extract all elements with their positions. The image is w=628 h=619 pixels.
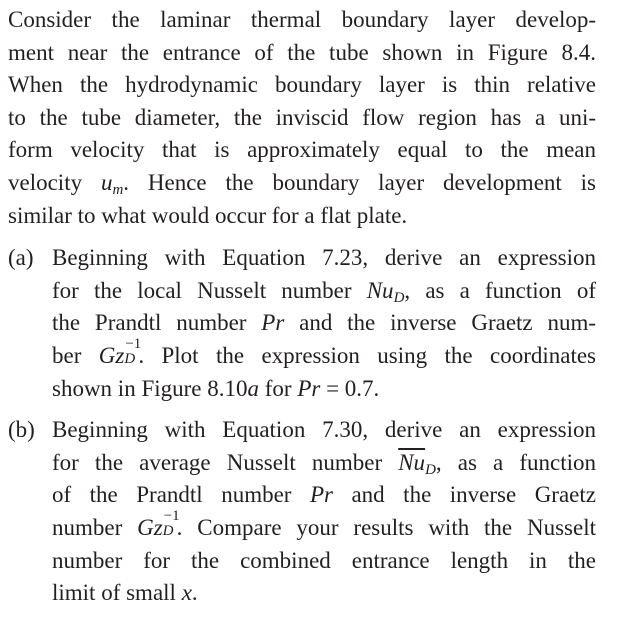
part-b-line-6-post: . bbox=[191, 580, 198, 606]
intro-line-7: similar to what would occur for a flat plate. bbox=[8, 202, 408, 228]
intro-line-5: form velocity that is approximately equal to the mean bbox=[8, 137, 596, 163]
part-b-line-2 bbox=[52, 447, 596, 480]
part-a-line-4-post: . Plot the expression using the coordinates bbox=[138, 342, 596, 368]
graetz-subscript: D bbox=[124, 350, 136, 367]
part-b-line-3 bbox=[52, 479, 596, 512]
part-a-line-2-post: , as a function of bbox=[404, 277, 596, 303]
part-b-line-5: number for the combined entrance length in the bbox=[52, 547, 596, 573]
part-b-line-2-post: , as a function bbox=[435, 449, 596, 475]
part-a-line-2-pre: for the local Nusselt number bbox=[52, 277, 367, 303]
part-a bbox=[8, 242, 596, 405]
intro-line-1: Consider the laminar thermal boundary layer develop- bbox=[8, 7, 596, 32]
part-b-line-6 bbox=[52, 577, 596, 610]
local-nusselt-symbol: Nu bbox=[366, 277, 394, 303]
intro-line-3: When the hydrodynamic boundary layer is thin relative bbox=[8, 72, 596, 98]
part-a-line-4 bbox=[52, 335, 596, 373]
graetz-subscript-2: D bbox=[162, 522, 174, 539]
graetz-subsup bbox=[124, 335, 142, 367]
part-a-line-5 bbox=[52, 373, 596, 406]
intro-line-6-post: . Hence the boundary layer development is bbox=[123, 169, 596, 195]
average-nusselt-overline bbox=[398, 450, 425, 475]
problem-intro bbox=[8, 4, 596, 232]
average-nusselt-subscript: D bbox=[425, 461, 436, 478]
part-b-line-4-pre: number bbox=[52, 514, 138, 540]
x-symbol: x bbox=[181, 580, 192, 606]
graetz-symbol-2: Gz bbox=[137, 514, 163, 540]
part-b-line-3-post: and the inverse Graetz bbox=[332, 482, 596, 508]
mean-velocity-subscript: m bbox=[112, 181, 124, 198]
part-a-marker: (a) bbox=[8, 245, 34, 271]
figure-panel-letter: a bbox=[247, 375, 259, 401]
part-a-line-2 bbox=[52, 275, 596, 308]
part-a-line-5-post: = 0.7. bbox=[320, 375, 380, 401]
graetz-symbol: Gz bbox=[98, 342, 125, 368]
prandtl-symbol-2: Pr bbox=[297, 375, 321, 401]
intro-line-4: to the tube diameter, the inviscid flow region has a uni- bbox=[8, 104, 596, 130]
part-a-line-3-pre: the Prandtl number bbox=[52, 310, 262, 336]
graetz-superscript-2: −1 bbox=[163, 507, 180, 524]
intro-line-2: ment near the entrance of the tube shown in Figure 8.4. bbox=[8, 39, 596, 65]
part-b-line-4 bbox=[52, 507, 596, 545]
mean-velocity-symbol: u bbox=[100, 169, 113, 195]
part-b-line-6-pre: limit of small bbox=[52, 580, 182, 606]
intro-line-6-pre: velocity bbox=[8, 169, 101, 195]
part-b-line-4-post: . Compare your results with the Nusselt bbox=[176, 514, 596, 540]
prandtl-symbol: Pr bbox=[261, 310, 285, 336]
part-a-line-5-pre: shown in Figure 8.10 bbox=[52, 375, 248, 401]
intro-line-6 bbox=[8, 167, 596, 200]
part-b-marker: (b) bbox=[8, 417, 35, 443]
prandtl-symbol-3: Pr bbox=[309, 482, 333, 508]
problem-parts bbox=[8, 242, 596, 610]
part-b bbox=[8, 414, 596, 610]
part-b-line-2-pre: for the average Nusselt number bbox=[52, 449, 399, 475]
part-b-line-3-pre: of the Prandtl number bbox=[52, 482, 310, 508]
part-a-line-4-pre: ber bbox=[52, 342, 99, 368]
graetz-superscript: −1 bbox=[125, 335, 142, 352]
problem-statement bbox=[8, 4, 596, 619]
part-a-line-1: Beginning with Equation 7.23, derive an expression bbox=[52, 245, 596, 271]
local-nusselt-subscript: D bbox=[393, 289, 405, 306]
part-b-line-1: Beginning with Equation 7.30, derive an expression bbox=[52, 417, 596, 443]
part-a-line-5-mid: for bbox=[259, 375, 298, 401]
average-nusselt-symbol: $\overline{Nu}$ bbox=[398, 449, 426, 475]
graetz-subsup-2 bbox=[162, 507, 180, 539]
part-a-line-3-post: and the inverse Graetz num- bbox=[284, 310, 597, 336]
